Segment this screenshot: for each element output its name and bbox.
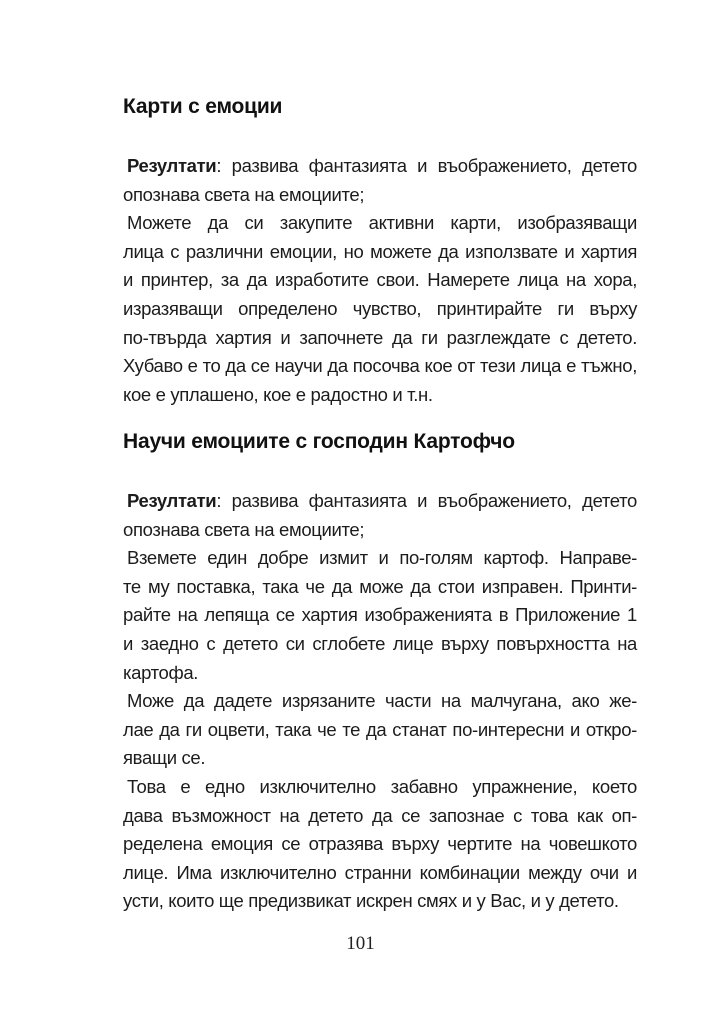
section-title: Научи емоциите с господин Картофчо — [123, 430, 515, 453]
results-text-line: : развива фантазията и въображението, детето — [216, 490, 637, 511]
results-paragraph — [123, 487, 637, 544]
section-cards-with-emotions — [123, 95, 637, 409]
results-label: Резултати — [127, 490, 217, 511]
text-line: опознава света на емоциите; — [123, 518, 365, 540]
section-mr-potato-emotions — [123, 430, 637, 916]
page-number: 101 — [346, 933, 375, 954]
text-line: лице. Има изключително странни комбинации между очи и — [123, 861, 637, 883]
text-line: и принтер, за да изработите свои. Намерете лица на хора, — [123, 269, 637, 291]
text-line: лае да ги оцвети, така че те да станат по-интересни и откро- — [123, 718, 637, 740]
text-line: те му поставка, така че да може да стои изправен. Принти- — [123, 575, 637, 597]
text-line: дава възможност на детето да се запознае с това как оп- — [123, 804, 637, 826]
body-paragraph — [123, 687, 637, 773]
results-label: Резултати — [127, 155, 217, 176]
results-text-line: : развива фантазията и въображението, детето — [216, 155, 637, 176]
text-line: Това е едно изключително забавно упражнение, което — [127, 775, 637, 797]
text-line: картофа. — [123, 661, 199, 683]
text-line: усти, които ще предизвикат искрен смях и у Вас, и у детето. — [123, 890, 619, 912]
text-line: яващи се. — [123, 747, 206, 769]
text-line: лица с различни емоции, но можете да използвате и хартия — [123, 240, 637, 262]
text-line: кое е уплашено, кое е радостно и т.н. — [123, 383, 433, 405]
body-paragraph — [123, 773, 637, 916]
text-line: опознава света на емоциите; — [123, 183, 365, 205]
text-line: Хубаво е то да се научи да посочва кое от тези лица е тъжно, — [123, 355, 637, 377]
text-line: и заедно с детето си сглобете лице върху повърхността на — [123, 632, 637, 654]
text-line: Може да дадете изрязаните части на малчугана, ако же- — [127, 690, 637, 712]
text-line: ределена емоция се отразява върху чертите на човешкото — [123, 833, 637, 855]
text-line: Вземете един добре измит и по-голям картоф. Направе- — [127, 547, 637, 569]
text-line: райте на лепяща се хартия изображенията в Приложение 1 — [123, 604, 637, 626]
body-paragraph — [123, 544, 637, 687]
text-line: изразяващи определено чувство, принтирайте ги върху — [123, 297, 637, 319]
results-paragraph — [123, 152, 637, 209]
text-line: Можете да си закупите активни карти, изобразяващи — [127, 212, 637, 234]
body-paragraph — [123, 209, 637, 409]
text-line: по-твърда хартия и започнете да ги разглеждате с детето. — [123, 326, 637, 348]
section-title: Карти с емоции — [123, 95, 283, 118]
